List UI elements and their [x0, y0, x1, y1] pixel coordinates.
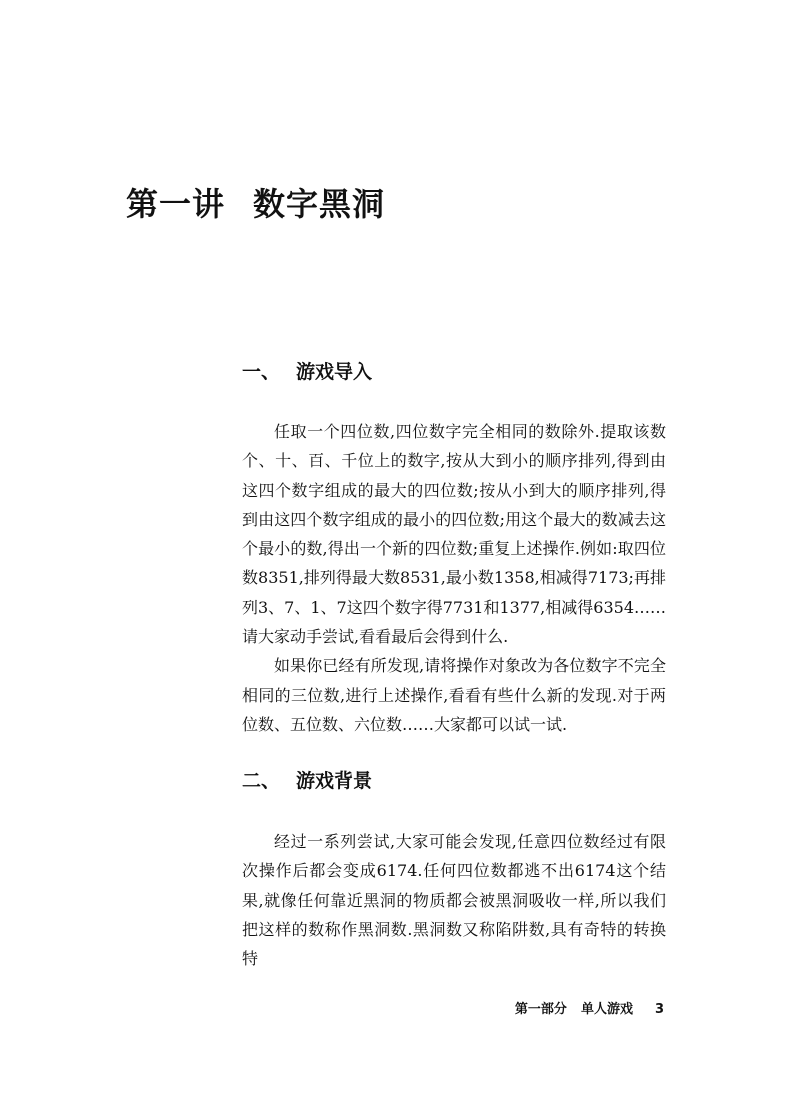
section-number: 二、 [242, 770, 281, 792]
section-heading-intro [242, 359, 372, 385]
section-body-intro [242, 417, 666, 739]
footer-part: 第一部分 [514, 1002, 567, 1017]
section-heading-background [242, 768, 372, 794]
paragraph: 经过一系列尝试,大家可能会发现,任意四位数经过有限次操作后都会变成6174.任何四位数都逃不出6174这个结果,就像任何靠近黑洞的物质都会被黑洞吸收一样,所以我们把这样的数称作黑洞数.黑洞数又称陷阱数,具有奇特的转换特 [242, 832, 666, 969]
footer-part-title: 单人游戏 [580, 1002, 633, 1017]
paragraph: 任取一个四位数,四位数字完全相同的数除外.提取该数个、十、百、千位上的数字,按从大到小的顺序排列,得到由这四个数字组成的最大的四位数;按从小到大的顺序排列,得到由这四个数字组成的最小的四位数;用这个最大的数减去这个最小的数,得出一个新的四位数;重复上述操作.例如:取四位数8351,排列得最大数8531,最小数1358,相减得7173;再排列3、7、1、7这四个数字得7731和1377,相减得6354……请大家动手尝试,看看最后会得到什么. [242, 422, 666, 647]
section-title: 游戏导入 [296, 361, 373, 383]
page-number: 3 [654, 1002, 664, 1017]
lecture-title [126, 184, 385, 224]
lecture-number: 第一讲 [126, 185, 226, 223]
page-footer [515, 1000, 664, 1020]
section-number: 一、 [242, 361, 281, 383]
section-title: 游戏背景 [296, 770, 373, 792]
section-body-background [242, 827, 666, 973]
lecture-title-text: 数字黑洞 [253, 185, 386, 223]
paragraph: 如果你已经有所发现,请将操作对象改为各位数字不完全相同的三位数,进行上述操作,看看有些什么新的发现.对于两位数、五位数、六位数……大家都可以试一试. [242, 656, 666, 734]
